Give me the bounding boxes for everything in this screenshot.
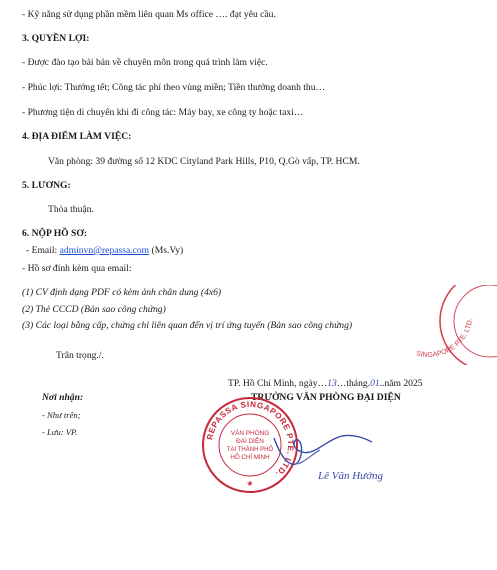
- document-item: (3) Các loại bằng cấp, chứng chỉ liên quan đến vị trí ứng tuyển (Bản sao công chứng): [22, 320, 353, 331]
- recipients-label: Nơi nhận:: [42, 392, 84, 403]
- section-5-heading: 5. LƯƠNG:: [22, 180, 71, 191]
- section-3-heading: 3. QUYỀN LỢI:: [22, 33, 90, 44]
- document-item: (1) CV định dạng PDF có kèm ảnh chân dung (4x6): [22, 287, 222, 298]
- date-line: [228, 378, 423, 389]
- regards-text: Trân trọng./.: [56, 350, 104, 361]
- section-4-heading: 4. ĐỊA ĐIỂM LÀM VIỆC:: [22, 131, 132, 142]
- recipient-item: - Như trên;: [42, 410, 81, 420]
- email-link[interactable]: adminvn@repassa.com: [59, 245, 150, 256]
- email-suffix: (Ms.Vy): [149, 245, 184, 256]
- stamp-center-line: TẠI THÀNH PHỐ: [226, 447, 274, 453]
- attachment-note: - Hồ sơ đính kèm qua email:: [22, 263, 132, 274]
- partial-stamp-text: SINGAPORE PTE. LTD.: [415, 318, 475, 359]
- salary-text: Thỏa thuận.: [48, 204, 94, 215]
- date-suffix: ..năm 2025: [379, 378, 423, 389]
- stamp-center-line: ĐẠI DIỆN: [236, 438, 264, 445]
- date-prefix: TP. Hồ Chí Minh, ngày…: [228, 378, 328, 389]
- signature-scribble: [268, 430, 378, 470]
- email-prefix: - Email:: [26, 245, 60, 256]
- skills-requirement: - Kỹ năng sử dụng phần mềm liên quan Ms office …. đạt yêu cầu.: [22, 9, 276, 20]
- date-mid: …tháng.: [336, 378, 371, 389]
- office-title: TRƯỞNG VĂN PHÒNG ĐẠI DIỆN: [251, 392, 401, 403]
- email-line: [26, 245, 183, 256]
- stamp-ring-text: REPASSA SINGAPORE PTE. LTD.: [205, 399, 296, 479]
- stamp-star-icon: ★: [246, 479, 254, 488]
- stamp-center-line: VĂN PHÒNG: [230, 430, 270, 437]
- signer-name: Lê Văn Hướng: [318, 470, 384, 482]
- stamp-center-line: HỒ CHÍ MINH: [230, 454, 270, 461]
- office-address: Văn phòng: 39 đường số 12 KDC Cityland Park Hills, P10, Q.Gò vấp, TP. HCM.: [48, 156, 360, 167]
- benefit-item: - Phúc lợi: Thưởng tết; Công tác phí theo vùng miền; Tiền thưởng doanh thu…: [22, 82, 326, 93]
- benefit-item: - Được đào tạo bài bản về chuyên môn trong quá trình làm việc.: [22, 57, 268, 68]
- document-item: (2) Thẻ CCCD (Bản sao công chứng): [22, 304, 166, 315]
- recipient-item: - Lưu: VP.: [42, 427, 78, 437]
- benefit-item: - Phương tiện di chuyển khi đi công tác: Máy bay, xe công ty hoặc taxi…: [22, 107, 304, 118]
- partial-stamp-graphic: [398, 285, 497, 365]
- section-6-heading: 6. NỘP HỒ SƠ:: [22, 228, 88, 239]
- date-month: 01: [370, 378, 380, 389]
- date-day: 13: [327, 378, 337, 389]
